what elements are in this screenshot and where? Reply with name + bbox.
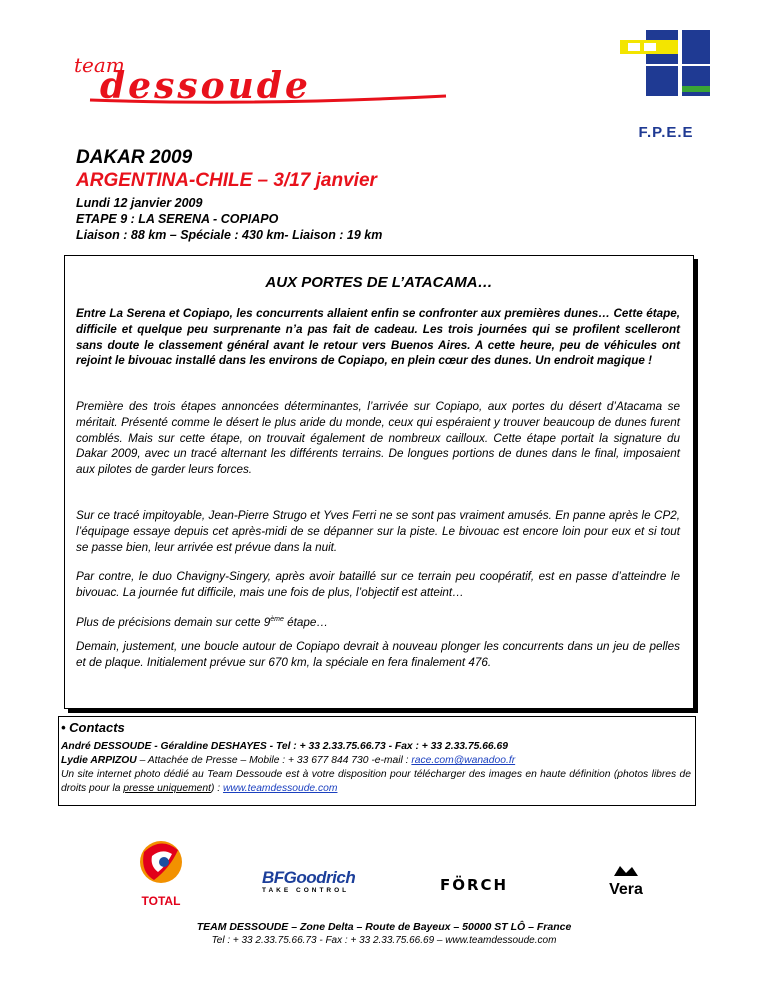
website-link[interactable]: www.teamdessoude.com [223, 783, 338, 794]
vera-logo-text: Vera [609, 881, 643, 898]
forch-logo-text: FÖRCH [440, 876, 509, 894]
article-paragraph-5: Demain, justement, une boucle autour de Copiapo devrait à nouveau plonger les concurrents dans un jeu de pelles et de plaque. Initialement prévue sur 670 km, la spéciale en fera finalement 476. [76, 640, 680, 669]
article-paragraph-1: Première des trois étapes annoncées déterminantes, l’arrivée sur Copiapo, aux portes du désert d’Atacama se méritait. Présenté comme le désert le plus aride du monde, ceux qui espéraient y trouver beaucoup de dunes furent comblés. Mais sur cette étape, on trouvait également de nombreux cailloux. Cette étape portait la signature du Dakar 2009, avec un tracé alternant les différents terrains. De longues portions de dunes dans le final, imposaient aux pilotes de garder leurs forces. [76, 400, 680, 477]
contacts-heading: • Contacts [61, 720, 125, 735]
article-box [64, 255, 694, 709]
contacts-box [58, 716, 696, 806]
stage-date: Lundi 12 janvier 2009 [76, 196, 203, 210]
bfgoodrich-logo [262, 868, 380, 902]
forch-logo [440, 876, 520, 898]
article-lead: Entre La Serena et Copiapo, les concurrents allaient enfin se confronter aux premières dunes… Cette étape, difficile et quelque peu surprenante n’a pas fait de cadeau. Les trois journées qui se profilent scelleront sans doute le classement général avant le retour vers Buenos Aires. A cette heure, peu de véhicules ont rejoint le bivouac installé dans les environs de Copiapo, en plein cœur des dunes. Un endroit magique ! [76, 307, 680, 368]
article-paragraph-2: Sur ce tracé impitoyable, Jean-Pierre Strugo et Yves Ferri ne se sont pas vraiment amusés. En panne après le CP2, l’équipage essaye depuis cet après-midi de se dépanner sur la piste. Le bivouac est encore loin pour eux et si tout se passe bien, leur arrivée est prévue dans la nuit. [76, 509, 680, 554]
contact-line-website: Un site internet photo dédié au Team Dessoude est à votre disposition pour télécharger des images en haute définition (photos libres de droits pour la presse uniquement) : www.teamdessoude.com [61, 769, 691, 794]
bfgoodrich-tagline: TAKE CONTROL [262, 887, 350, 894]
contact-line-press: Lydie ARPIZOU – Attachée de Presse – Mobile : + 33 677 844 730 -e-mail : race.com@wanadoo.fr [61, 755, 516, 766]
svg-text:team: team [74, 53, 125, 77]
article-title: AUX PORTES DE L’ATACAMA… [265, 274, 493, 291]
total-logo-text: TOTAL [141, 894, 181, 908]
footer-contact: Tel : + 33 2.33.75.66.73 - Fax : + 33 2.33.75.66.69 – www.teamdessoude.com [211, 935, 557, 946]
fpee-logo [620, 30, 712, 142]
title-block [76, 146, 696, 243]
press-email-link[interactable]: race.com@wanadoo.fr [411, 755, 516, 766]
team-dessoude-logo [70, 50, 450, 110]
stage-distances: Liaison : 88 km – Spéciale : 430 km- Liaison : 19 km [76, 228, 383, 242]
article-paragraph-3: Par contre, le duo Chavigny-Singery, après avoir bataillé sur ce terrain peu coopératif, est en passe d’atteindre le bivouac. La journée fut difficile, mais une fois de plus, l’objectif est atteint… [76, 570, 680, 599]
total-logo [130, 838, 192, 908]
bfgoodrich-logo-text: BFGoodrich [262, 868, 356, 887]
footer-address: TEAM DESSOUDE – Zone Delta – Route de Bayeux – 50000 ST LÔ – France [196, 921, 572, 933]
footer [0, 920, 768, 947]
article-paragraph-4: Plus de précisions demain sur cette 9ème étape… [76, 615, 329, 629]
event-title: DAKAR 2009 [76, 147, 193, 168]
route-title: ARGENTINA-CHILE – 3/17 janvier [76, 170, 377, 191]
contact-line-dessoude: André DESSOUDE - Géraldine DESHAYES - Tel : + 33 2.33.75.66.73 - Fax : + 33 2.33.75.66.69 [61, 741, 508, 752]
stage-name: ETAPE 9 : LA SERENA - COPIAPO [76, 212, 279, 226]
svg-text:dessoude: dessoude [100, 65, 311, 107]
fpee-logo-text: F.P.E.E [638, 124, 694, 141]
vera-logo [598, 864, 654, 900]
